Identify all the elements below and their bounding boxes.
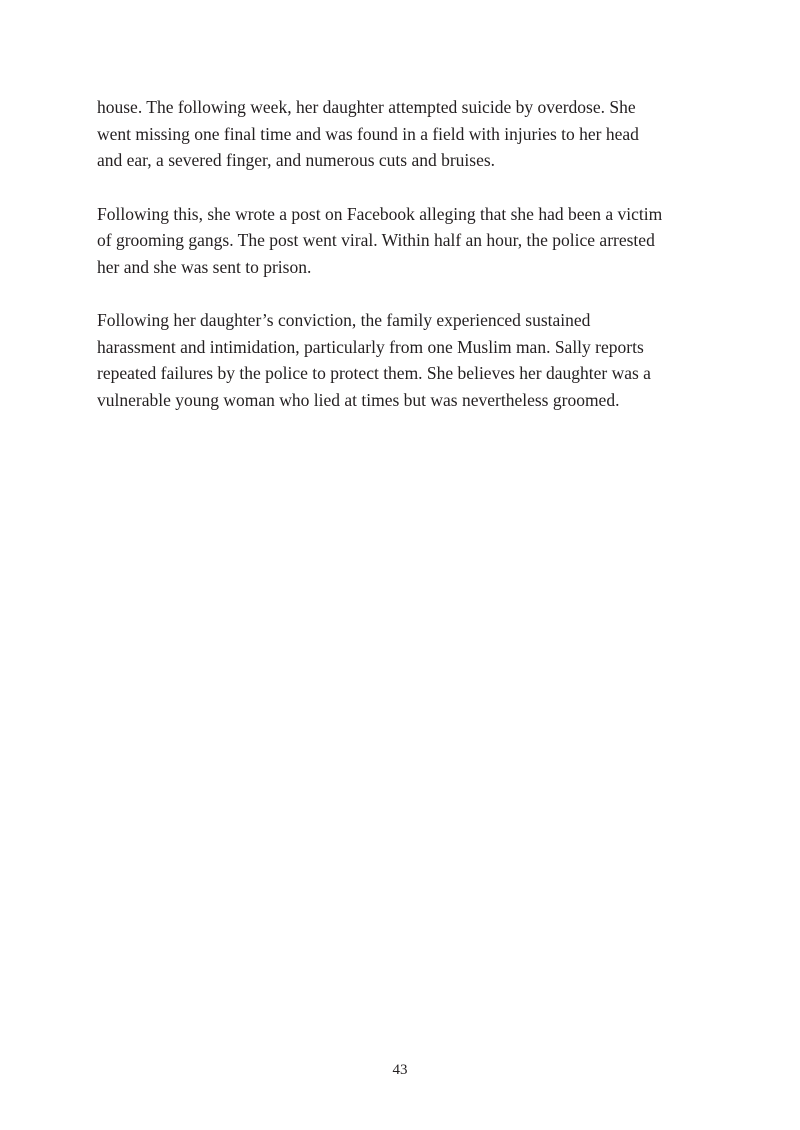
text-line: went missing one final time and was found in a field with injuries to her head [97, 123, 639, 144]
paragraph-2 [97, 201, 697, 281]
text-line: and ear, a severed finger, and numerous cuts and bruises. [97, 150, 496, 170]
text-line: repeated failures by the police to protect them. She believes her daughter was a [97, 363, 651, 383]
text-line: her and she was sent to prison. [97, 256, 312, 277]
text-line: of grooming gangs. The post went viral. Within half an hour, the police arrested [97, 230, 655, 250]
page-number: 43 [392, 1062, 408, 1078]
text-line: harassment and intimidation, particularly from one Muslim man. Sally reports [97, 336, 644, 357]
text-line: house. The following week, her daughter attempted suicide by overdose. She [97, 97, 636, 117]
text-line: Following this, she wrote a post on Facebook alleging that she had been a victim [97, 203, 663, 224]
paragraph-3 [97, 307, 697, 413]
text-line: Following her daughter’s conviction, the family experienced sustained [97, 310, 591, 330]
paragraph-1 [97, 94, 697, 174]
body-text [97, 94, 697, 440]
text-line: vulnerable young woman who lied at times but was nevertheless groomed. [97, 389, 620, 410]
